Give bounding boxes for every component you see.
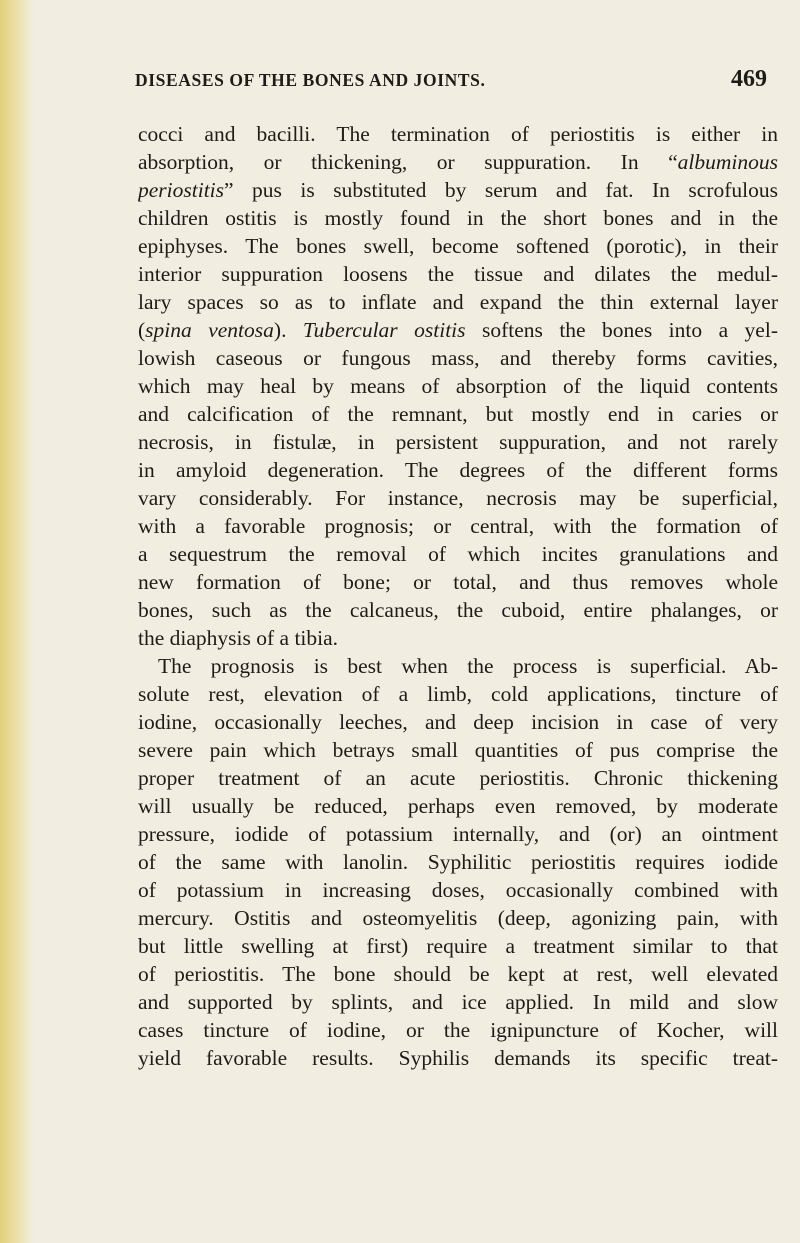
text-run: absorption, or thickening, or suppuration. In “ [138,150,678,174]
text-line [138,1016,778,1044]
text-run: will usually be reduced, perhaps even removed, by moderate [138,794,778,818]
text-run: and calcification of the remnant, but mostly end in caries or [138,402,778,426]
text-line [138,1044,778,1072]
text-run: softens the bones into a yel- [465,318,778,342]
text-run: ” pus is substituted by serum and fat. In scrofulous [224,178,778,202]
text-run: cases tincture of iodine, or the ignipuncture of Kocher, will [138,1018,778,1042]
text-run: cocci and bacilli. The termination of periostitis is either in [138,122,778,146]
text-run: of the same with lanolin. Syphilitic periostitis requires iodide [138,850,778,874]
text-run: the diaphysis of a tibia. [138,626,339,650]
body-text [138,120,778,1072]
text-line [138,708,778,736]
text-run: mercury. Ostitis and osteomyelitis (deep, agonizing pain, with [138,906,778,930]
text-run: of potassium in increasing doses, occasionally combined with [138,878,778,902]
text-line [138,372,778,400]
text-run: necrosis, in fistulæ, in persistent suppuration, and not rarely [138,430,778,454]
text-run: pressure, iodide of potassium internally, and (or) an ointment [138,822,778,846]
italic-text: spina ventosa [145,318,274,342]
text-run: new formation of bone; or total, and thus removes whole [138,570,778,594]
text-run: in amyloid degeneration. The degrees of the different forms [138,458,778,482]
page-number: 469 [731,66,767,92]
text-line [138,596,778,624]
italic-text: Tubercular ostitis [302,318,466,342]
text-line [138,904,778,932]
text-line [138,652,778,680]
text-run: bones, such as the calcaneus, the cuboid, entire phalanges, or [138,598,778,622]
text-line [138,512,778,540]
text-line [138,736,778,764]
text-line [138,848,778,876]
text-line [138,316,778,344]
text-run: yield favorable results. Syphilis demands its specific treat- [138,1046,778,1070]
text-line [138,204,778,232]
text-run: a sequestrum the removal of which incites granulations and [138,542,778,566]
italic-text: albuminous [677,150,778,174]
text-run: and supported by splints, and ice applied. In mild and slow [138,990,778,1014]
text-line [138,428,778,456]
text-run: children ostitis is mostly found in the short bones and in the [138,206,778,230]
text-line [138,456,778,484]
text-run: solute rest, elevation of a limb, cold applications, tincture of [138,682,778,706]
text-run: ( [138,318,146,342]
text-run: proper treatment of an acute periostitis. Chronic thickening [138,766,778,790]
text-run: lowish caseous or fungous mass, and thereby forms cavities, [138,346,778,370]
page-header [135,66,780,100]
text-line [138,960,778,988]
text-run: vary considerably. For instance, necrosis may be superficial, [138,486,778,510]
text-run: which may heal by means of absorption of the liquid contents [138,374,778,398]
text-line [138,176,778,204]
italic-text: periostitis [138,178,225,202]
text-line [138,400,778,428]
text-run: interior suppuration loosens the tissue and dilates the medul- [138,262,778,286]
text-line [138,148,778,176]
text-line [138,680,778,708]
text-line [138,260,778,288]
text-line [138,820,778,848]
text-run: ). [273,318,303,342]
text-line [138,624,778,652]
text-line [138,932,778,960]
text-line [138,232,778,260]
text-run: of periostitis. The bone should be kept at rest, well elevated [138,962,778,986]
text-line [138,764,778,792]
text-run: epiphyses. The bones swell, become softened (porotic), in their [138,234,778,258]
text-run: but little swelling at first) require a treatment similar to that [138,934,778,958]
text-line [138,120,778,148]
text-line [138,540,778,568]
text-line [138,568,778,596]
running-head: DISEASES OF THE BONES AND JOINTS. [135,70,486,90]
text-run: The prognosis is best when the process is superficial. Ab- [158,654,778,678]
text-run: with a favorable prognosis; or central, with the formation of [138,514,778,538]
text-line [138,876,778,904]
text-line [138,988,778,1016]
text-run: lary spaces so as to inflate and expand the thin external layer [138,290,778,314]
text-line [138,792,778,820]
text-line [138,484,778,512]
text-run: severe pain which betrays small quantities of pus comprise the [138,738,778,762]
text-line [138,344,778,372]
text-run: iodine, occasionally leeches, and deep incision in case of very [138,710,778,734]
page-edge-shading [0,0,34,1243]
text-line [138,288,778,316]
